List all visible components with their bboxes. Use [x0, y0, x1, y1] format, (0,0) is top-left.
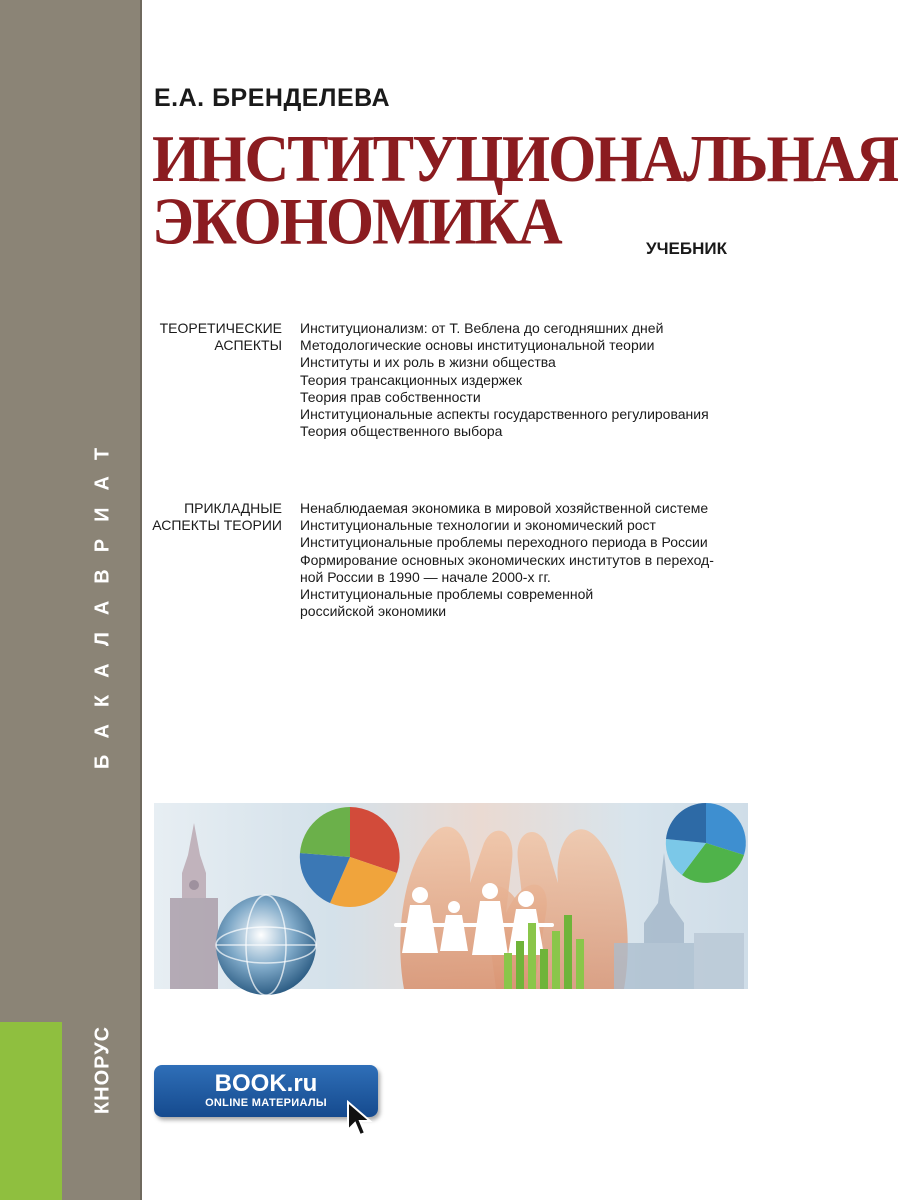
pie-chart-art-right	[666, 803, 746, 883]
book-ru-online-button[interactable]	[154, 1065, 378, 1117]
section-label-line: АСПЕКТЫ	[214, 337, 282, 353]
publisher-label: КНОРУС	[91, 1025, 114, 1115]
section-label	[150, 500, 282, 534]
book-title-line-2: ЭКОНОМИКА	[152, 185, 561, 259]
spine-divider	[140, 0, 142, 1200]
book-title-line-1: ИНСТИТУЦИОНАЛЬНАЯ	[152, 122, 898, 197]
topic-item: Институциональные проблемы современной российской экономики	[300, 586, 594, 620]
topic-item: Теория прав собственности	[300, 388, 481, 405]
section-label	[150, 320, 282, 354]
topic-item: Институциональные технологии и экономический рост	[300, 517, 656, 534]
section-label-line: ПРИКЛАДНЫЕ	[184, 500, 282, 516]
hands-art	[400, 827, 628, 989]
topic-item: Институты и их роль в жизни общества	[300, 354, 556, 371]
book-spine	[0, 0, 140, 1200]
book-title	[152, 122, 898, 259]
globe-art	[216, 895, 316, 995]
topic-list	[300, 500, 760, 620]
topic-item: Теория общественного выбора	[300, 423, 503, 440]
book-ru-title: BOOK.ru	[214, 1070, 318, 1097]
book-ru-subtitle: ONLINE МАТЕРИАЛЫ	[205, 1097, 327, 1109]
topic-item: Институциональные аспекты государственного регулирования	[300, 406, 709, 423]
cover-illustration-art	[154, 803, 748, 989]
topic-item: Теория трансакционных издержек	[300, 371, 523, 388]
topic-item: Ненаблюдаемая экономика в мировой хозяйственной системе	[300, 500, 709, 516]
section-label-line: ТЕОРЕТИЧЕСКИЕ	[159, 320, 282, 336]
topic-item: Формирование основных экономических институтов в переход- ной России в 1990 — начале 2000-х гг.	[300, 551, 714, 585]
document-type: УЧЕБНИК	[646, 239, 727, 258]
topic-item: Институционализм: от Т. Веблена до сегодняшних дней	[300, 320, 664, 336]
section-label-line: АСПЕКТЫ ТЕОРИИ	[152, 517, 282, 533]
cover-illustration	[154, 803, 748, 989]
series-label: БАКАЛАВРИАТ	[91, 430, 114, 770]
topic-item: Методологические основы институциональной теории	[300, 337, 655, 354]
pie-chart-art-left	[300, 807, 400, 907]
spine-accent-block	[0, 1022, 62, 1200]
author-name: Е.А. БРЕНДЕЛЕВА	[154, 84, 391, 112]
mouse-pointer-icon	[346, 1100, 372, 1138]
topic-list	[300, 320, 760, 440]
kremlin-tower-art	[170, 823, 218, 989]
topic-item: Институциональные проблемы переходного периода в России	[300, 534, 708, 551]
